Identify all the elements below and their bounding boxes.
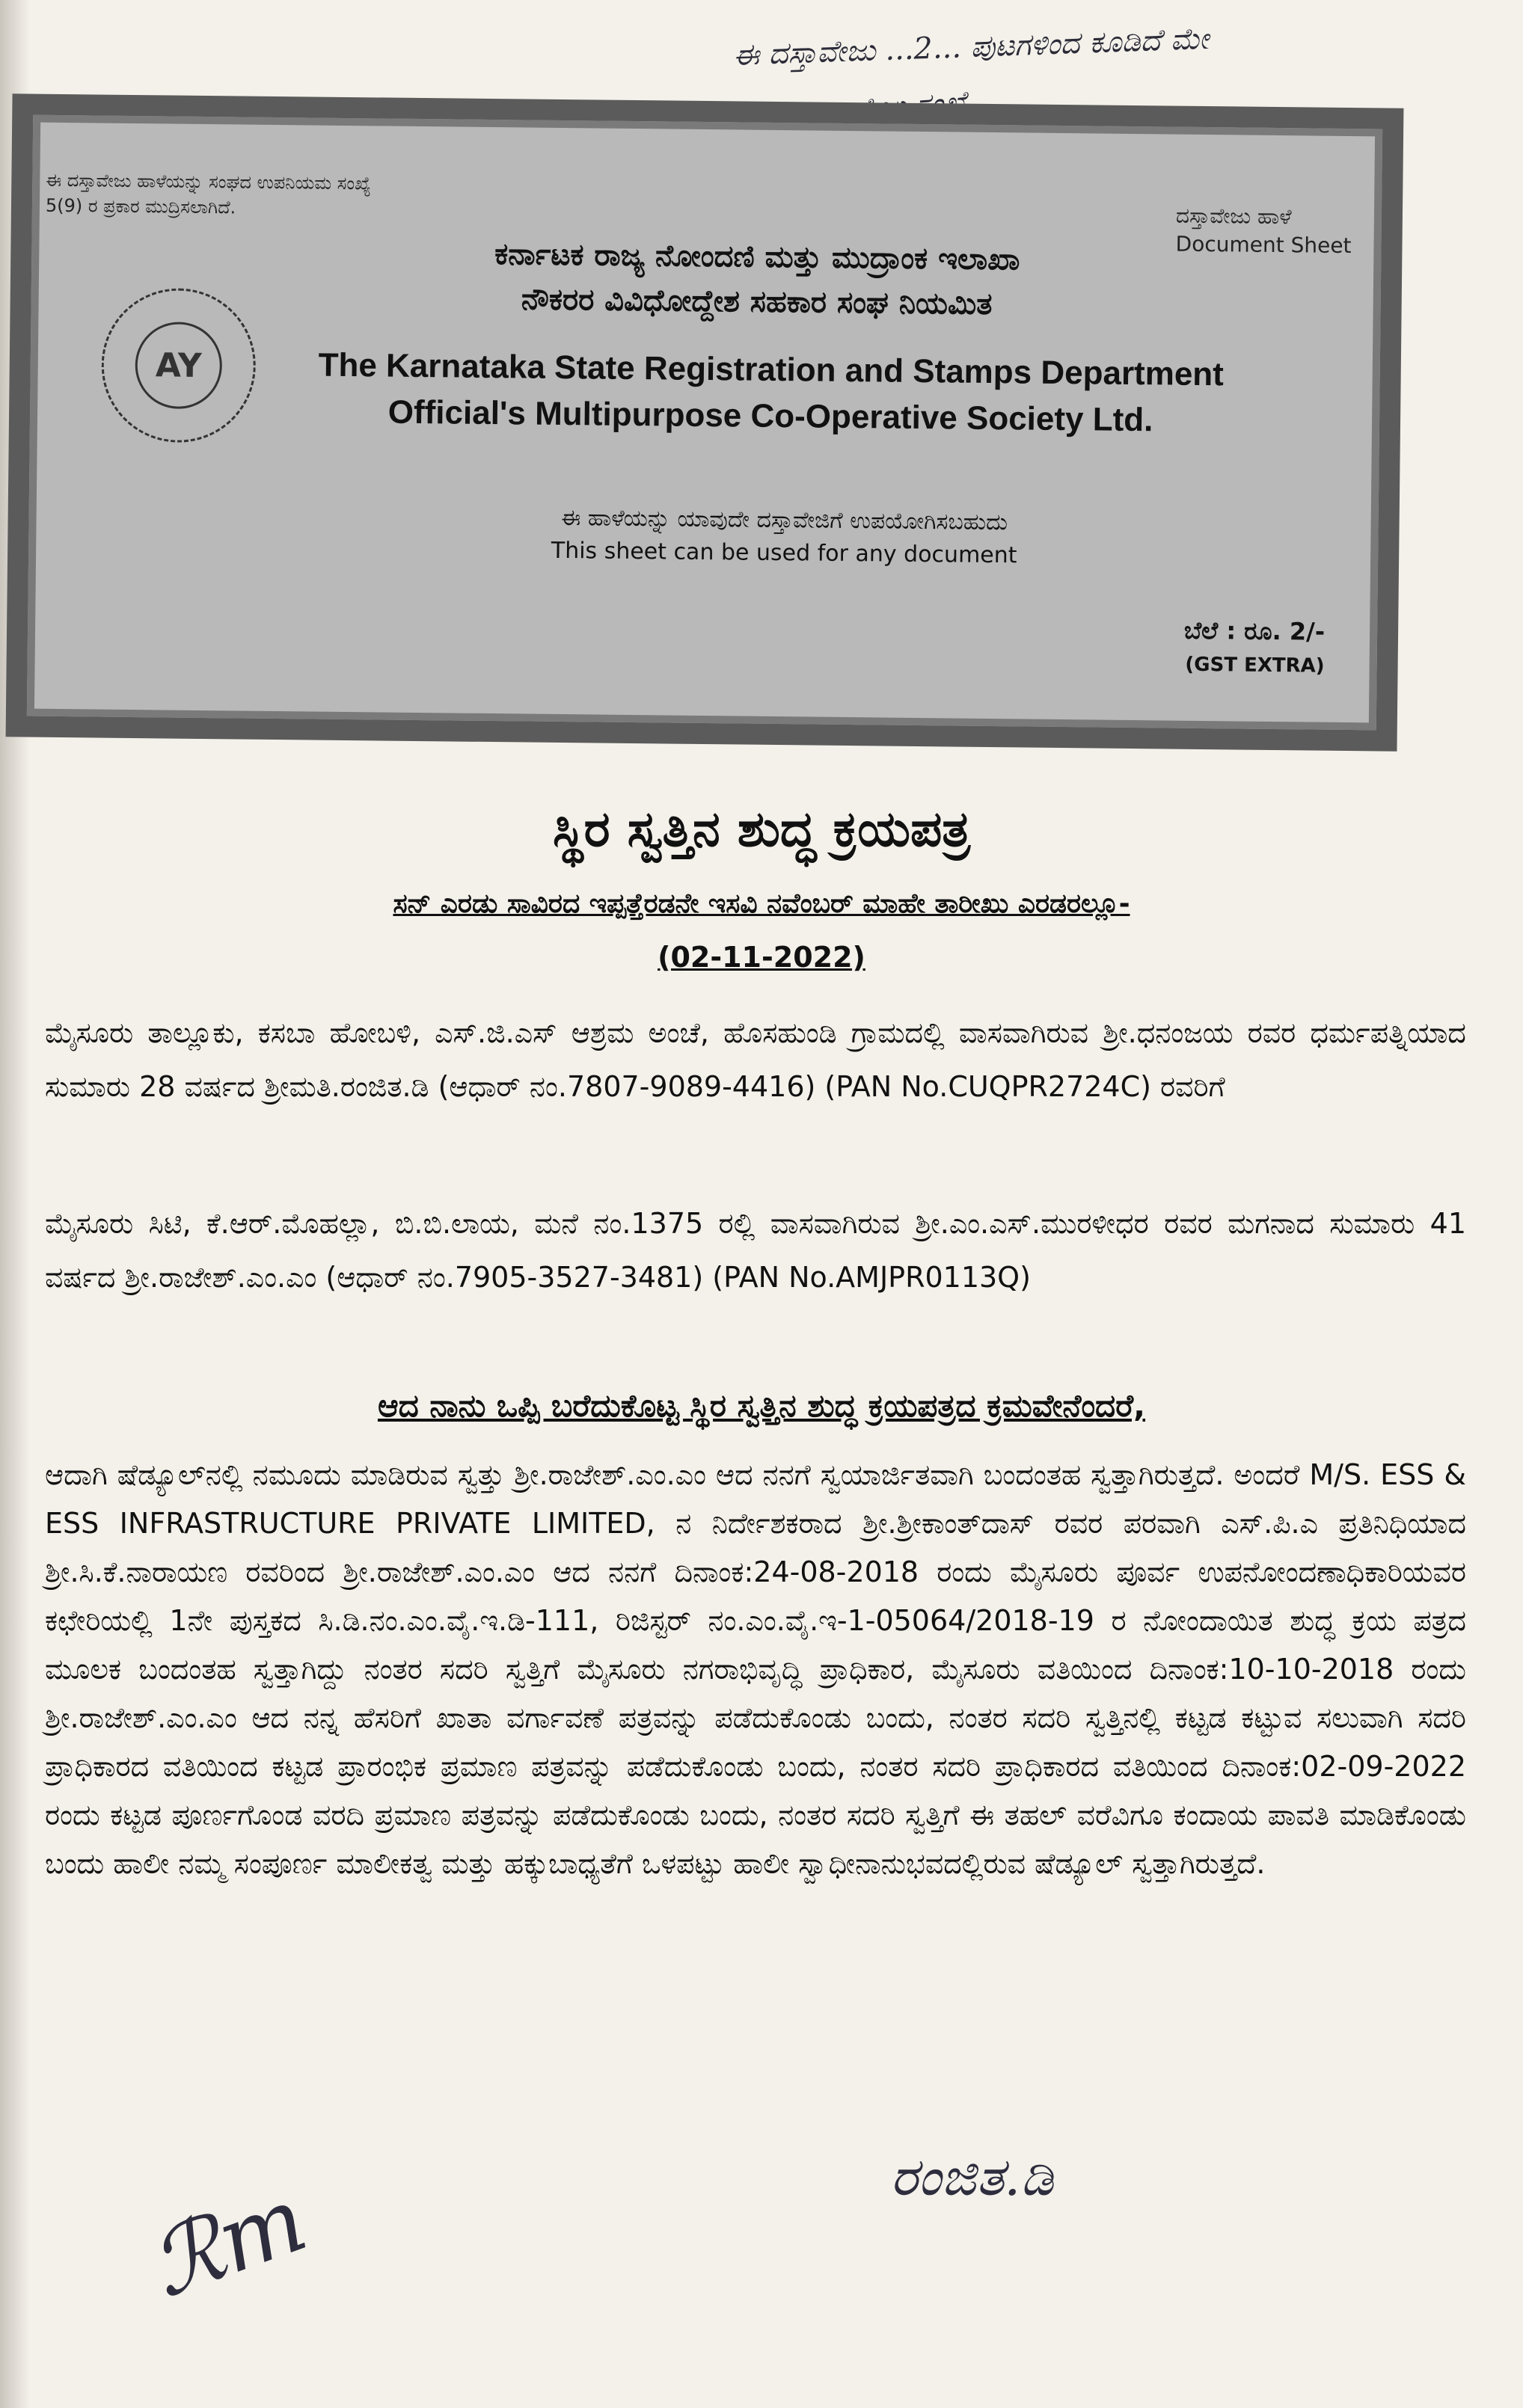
sheet-usage-note bbox=[447, 500, 1121, 573]
sheet-title-kn-line1: ಕರ್ನಾಟಕ ರಾಜ್ಯ ನೋಂದಣಿ ಮತ್ತು ಮುದ್ರಾಂಕ ಇಲಾಖಾ bbox=[494, 237, 1020, 277]
sheet-usage-en: This sheet can be used for any document bbox=[551, 537, 1017, 569]
document-sheet-frame bbox=[27, 115, 1382, 731]
sheet-label bbox=[1175, 202, 1352, 260]
sheet-label-kn: ದಸ್ತಾವೇಜು ಹಾಳೆ bbox=[1175, 203, 1292, 230]
section-heading: ಆದ ನಾನು ಒಪ್ಪಿ ಬರೆದುಕೊಟ್ಟ ಸ್ಥಿರ ಸ್ವತ್ತಿನ ಶುದ್ಧ ಕ್ರಯಪತ್ರದ ಕ್ರಮವೇನೆಂದರೆ, bbox=[377, 1387, 1146, 1424]
sheet-title-english bbox=[284, 342, 1257, 445]
buyer-signature: ರಂಜಿತ.ಡಿ bbox=[890, 2146, 1054, 2208]
paragraph-property-history: ಆದಾಗಿ ಷೆಡ್ಯೂಲ್‌ನಲ್ಲಿ ನಮೂದು ಮಾಡಿರುವ ಸ್ವತ್ತು ಶ್ರೀ.ರಾಜೇಶ್.ಎಂ.ಎಂ ಆದ ನನಗೆ ಸ್ವಯಾರ್ಜಿತವಾಗಿ ಬಂದಂತಹ ಸ್ವತ್ತಾಗಿರುತ್ತದೆ. ಅಂದರೆ M/S. ESS & ESS INFRASTRUCTURE PRIVATE LIMITED, ನ ನಿರ್ದೇಶಕರಾದ ಶ್ರೀ.ಶ್ರೀಕಾಂತ್‌ದಾಸ್ ರವರ ಪರವಾಗಿ ಎಸ್.ಪಿ.ಎ ಪ್ರತಿನಿಧಿಯಾದ ಶ್ರೀ.ಸಿ.ಕೆ.ನಾರಾಯಣ ರವರಿಂದ ಶ್ರೀ.ರಾಜೇಶ್.ಎಂ.ಎಂ ಆದ ನನಗೆ ದಿನಾಂಕ:24-08-2018 ರಂದು ಮೈಸೂರು ಪೂರ್ವ ಉಪನೋಂದಣಾಧಿಕಾರಿಯವರ ಕಛೇರಿಯಲ್ಲಿ 1ನೇ ಪುಸ್ತಕದ ಸಿ.ಡಿ.ನಂ.ಎಂ.ವೈ.ಇ.ಡಿ-111, ರಿಜಿಸ್ಟರ್ ನಂ.ಎಂ.ವೈ.ಇ-1-05064/2018-19 ರ ನೋಂದಾಯಿತ ಶುದ್ಧ ಕ್ರಯ ಪತ್ರದ ಮೂಲಕ ಬಂದಂತಹ ಸ್ವತ್ತಾಗಿದ್ದು ನಂತರ ಸದರಿ ಸ್ವತ್ತಿಗೆ ಮೈಸೂರು ನಗರಾಭಿವೃದ್ಧಿ ಪ್ರಾಧಿಕಾರ, ಮೈಸೂರು ವತಿಯಿಂದ ದಿನಾಂಕ:10-10-2018 ರಂದು ಶ್ರೀ.ರಾಜೇಶ್.ಎಂ.ಎಂ ಆದ ನನ್ನ ಹೆಸರಿಗೆ ಖಾತಾ ವರ್ಗಾವಣೆ ಪತ್ರವನ್ನು ಪಡೆದುಕೊಂಡು ಬಂದು, ನಂತರ ಸದರಿ ಸ್ವತ್ತಿನಲ್ಲಿ ಕಟ್ಟಡ ಕಟ್ಟುವ ಸಲುವಾಗಿ ಸದರಿ ಪ್ರಾಧಿಕಾರದ ವತಿಯಿಂದ ಕಟ್ಟಡ ಪ್ರಾರಂಭಿಕ ಪ್ರಮಾಣ ಪತ್ರವನ್ನು ಪಡೆದುಕೊಂಡು ಬಂದು, ನಂತರ ಸದರಿ ಪ್ರಾಧಿಕಾರದ ವತಿಯಿಂದ ದಿನಾಂಕ:02-09-2022 ರಂದು ಕಟ್ಟಡ ಪೂರ್ಣಗೊಂಡ ವರದಿ ಪ್ರಮಾಣ ಪತ್ರವನ್ನು ಪಡೆದುಕೊಂಡು ಬಂದು, ನಂತರ ಸದರಿ ಸ್ವತ್ತಿಗೆ ಈ ತಹಲ್ ವರೆವಿಗೂ ಕಂದಾಯ ಪಾವತಿ ಮಾಡಿಕೊಂಡು ಬಂದು ಹಾಲೀ ನಮ್ಮ ಸಂಪೂರ್ಣ ಮಾಲೀಕತ್ವ ಮತ್ತು ಹಕ್ಕುಬಾಧ್ಯತೆಗೆ ಒಳಪಟ್ಟು ಹಾಲೀ ಸ್ವಾಧೀನಾನುಭವದಲ್ಲಿರುವ ಷೆಡ್ಯೂಲ್ ಸ್ವತ್ತಾಗಿರುತ್ತದೆ. bbox=[45, 1458, 1466, 1880]
sheet-price bbox=[1183, 613, 1325, 684]
sheet-title-kannada bbox=[382, 230, 1131, 328]
sheet-bylaw-note: ಈ ದಸ್ತಾವೇಜು ಹಾಳೆಯನ್ನು ಸಂಘದ ಉಪನಿಯಮ ಸಂಖ್ಯೆ 5(9) ರ ಪ್ರಕಾರ ಮುದ್ರಿಸಲಾಗಿದೆ. bbox=[45, 169, 372, 218]
document-date: (02-11-2022) bbox=[658, 941, 865, 974]
sheet-price-value: ಬೆಲೆ : ರೂ. 2/- bbox=[1183, 615, 1326, 646]
seller-signature: ℛm bbox=[136, 2167, 319, 2319]
sheet-title-en-line2: Official's Multipurpose Co-Operative Society Ltd. bbox=[387, 393, 1153, 439]
paragraph-seller-details: ಮೈಸೂರು ಸಿಟಿ, ಕೆ.ಆರ್.ಮೊಹಲ್ಲಾ, ಬಿ.ಬಿ.ಲಾಯ, ಮನೆ ನಂ.1375 ರಲ್ಲಿ ವಾಸವಾಗಿರುವ ಶ್ರೀ.ಎಂ.ಎಸ್.ಮುರಳೀಧರ ರವರ ಮಗನಾದ ಸುಮಾರು 41 ವರ್ಷದ ಶ್ರೀ.ರಾಜೇಶ್.ಎಂ.ಎಂ (ಆಧಾರ್ ನಂ.7905-3527-3481) (PAN No.AMJPR0113Q) bbox=[45, 1207, 1466, 1294]
sheet-gst-note: (GST EXTRA) bbox=[1185, 653, 1325, 678]
document-title: ಸ್ಥಿರ ಸ್ವತ್ತಿನ ಶುದ್ಧ ಕ್ರಯಪತ್ರ bbox=[552, 800, 971, 858]
sheet-label-en: Document Sheet bbox=[1175, 231, 1352, 259]
sheet-title-en-line1: The Karnataka State Registration and Stamps Department bbox=[318, 346, 1225, 393]
document-sheet-header bbox=[6, 93, 1404, 751]
handwritten-page-count-note: ಈ ದಸ್ತಾವೇಜು ...2... ಪುಟಗಳಿಂದ ಕೂಡಿದೆ ಮೇ bbox=[732, 21, 1210, 73]
seal-center: AY bbox=[135, 322, 222, 409]
document-subtitle: ಸನ್ ಎರಡು ಸಾವಿರದ ಇಪ್ಪತ್ತೆರಡನೇ ಇಸವಿ ನವೆಂಬರ್ ಮಾಹೇ ತಾರೀಖು ಎರಡರಲ್ಲೂ- bbox=[393, 888, 1130, 919]
sheet-usage-kn: ಈ ಹಾಳೆಯನ್ನು ಯಾವುದೇ ದಸ್ತಾವೇಜಿಗೆ ಉಪಯೋಗಿಸಬಹುದು bbox=[561, 504, 1008, 536]
paragraph-buyer-details: ಮೈಸೂರು ತಾಲ್ಲೂಕು, ಕಸಬಾ ಹೋಬಳಿ, ಎಸ್.ಜಿ.ಎಸ್ ಆಶ್ರಮ ಅಂಚೆ, ಹೊಸಹುಂಡಿ ಗ್ರಾಮದಲ್ಲಿ ವಾಸವಾಗಿರುವ ಶ್ರೀ.ಧನಂಜಯ ರವರ ಧರ್ಮಪತ್ನಿಯಾದ ಸುಮಾರು 28 ವರ್ಷದ ಶ್ರೀಮತಿ.ರಂಜಿತ.ಡಿ (ಆಧಾರ್ ನಂ.7807-9089-4416) (PAN No.CUQPR2724C) ರವರಿಗೆ bbox=[45, 1016, 1466, 1103]
society-seal bbox=[101, 288, 257, 443]
sheet-title-kn-line2: ನೌಕರರ ವಿವಿಧೋದ್ದೇಶ ಸಹಕಾರ ಸಂಘ ನಿಯಮಿತ bbox=[521, 282, 993, 322]
